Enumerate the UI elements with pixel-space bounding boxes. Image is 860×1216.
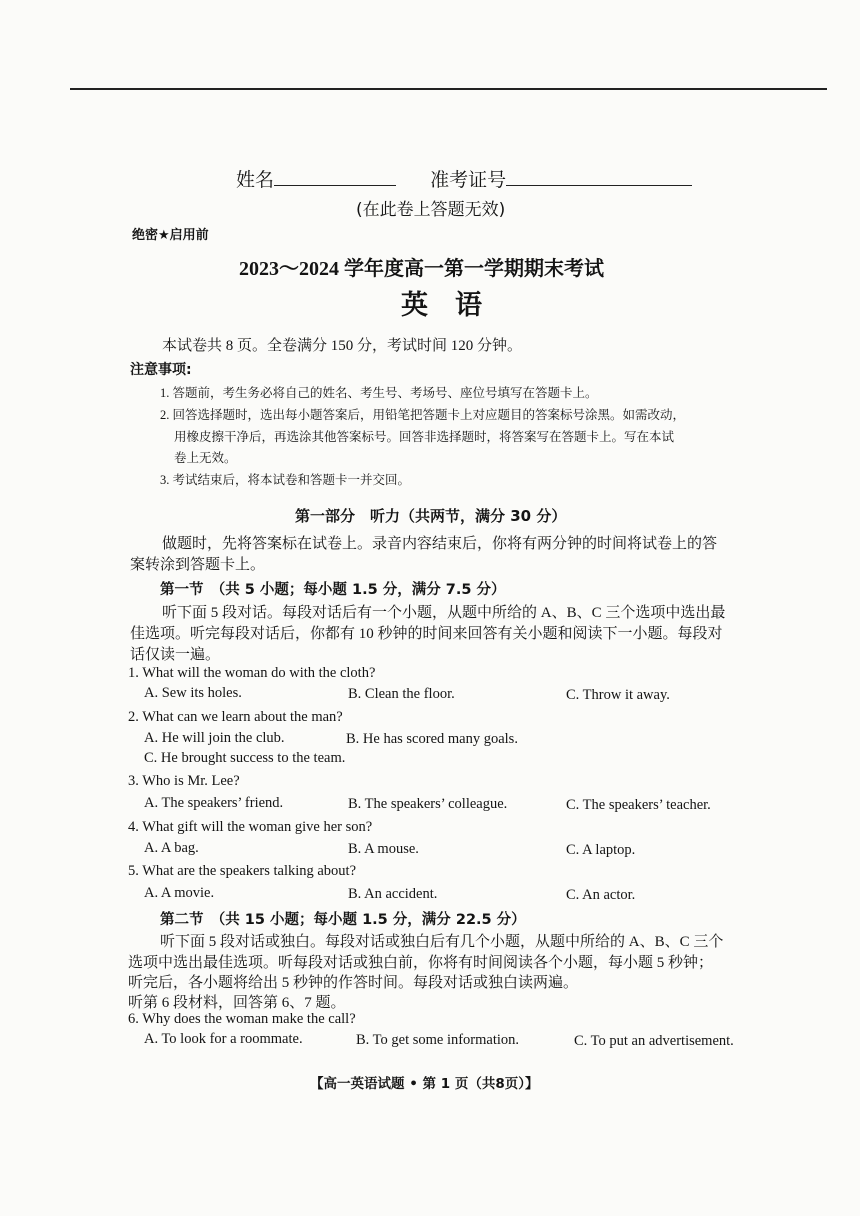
section2-line: 听完后，各小题将给出 5 秒钟的作答时间。每段对话或独白读两遍。 [128,975,579,991]
part1-intro-line: 做题时，先将答案标在试卷上。录音内容结束后，你将有两分钟的时间将试卷上的答 [162,536,718,552]
q2-option-c: C. He brought success to the team. [144,750,346,766]
section2-line: 选项中选出最佳选项。听每段对话或独白前，你将有时间阅读各个小题，每小题 5 秒钟； [128,955,714,971]
q4-option-b: B. A mouse. [348,841,419,857]
q5-option-b: B. An accident. [348,886,438,902]
question-1: 1. What will the woman do with the cloth? [128,665,376,681]
q4-option-c: C. A laptop. [566,842,636,858]
section1-line: 佳选项。听完每段对话后，你都有 10 秒钟的时间来回答有关小题和阅读下一小题。每段对 [130,626,723,642]
name-label: 姓名 [236,169,275,191]
question-5: 5. What are the speakers talking about? [128,863,357,879]
question-6: 6. Why does the woman make the call? [128,1011,356,1027]
notice-item: 1. 答题前，考生务必将自己的姓名、考生号、考场号、座位号填写在答题卡上。 [160,386,598,400]
part1-title: 第一部分 听力（共两节，满分 30 分） [295,507,567,525]
question-4: 4. What gift will the woman give her son? [128,819,373,835]
q6-option-a: A. To look for a roommate. [144,1031,303,1047]
notices-title: 注意事项: [130,362,192,378]
section2-title: 第二节 （共 15 小题；每小题 1.5 分，满分 22.5 分） [160,912,526,928]
q6-option-b: B. To get some information. [356,1032,520,1048]
notice-item: 卷上无效。 [174,451,237,465]
q6-option-c: C. To put an advertisement. [574,1033,734,1049]
q5-option-c: C. An actor. [566,887,636,903]
exam-no-blank[interactable] [506,185,692,186]
q5-option-a: A. A movie. [144,885,215,901]
notice-item: 3. 考试结束后，将本试卷和答题卡一并交回。 [160,473,411,487]
page-footer: 【高一英语试题 • 第 1 页（共8页）】 [310,1076,539,1092]
part1-intro-line: 案转涂到答题卡上。 [130,557,266,573]
subject-title: 英 语 [401,290,482,321]
name-blank[interactable] [274,185,396,186]
q1-option-a: A. Sew its holes. [144,685,242,701]
section1-line: 话仅读一遍。 [130,647,221,663]
q1-option-b: B. Clean the floor. [348,686,455,702]
q3-option-c: C. The speakers’ teacher. [566,797,711,813]
exam-no-label: 准考证号 [430,169,507,191]
secret-mark: 绝密★启用前 [132,228,209,243]
q2-option-b: B. He has scored many goals. [346,731,518,747]
section2-line: 听下面 5 段对话或独白。每段对话或独白后有几个小题，从题中所给的 A、B、C 三个 [160,934,724,950]
section1-line: 听下面 5 段对话。每段对话后有一个小题，从题中所给的 A、B、C 三个选项中选出最 [162,605,726,621]
question-3: 3. Who is Mr. Lee? [128,773,240,789]
notice-item: 用橡皮擦干净后，再选涂其他答案标号。回答非选择题时，将答案写在答题卡上。写在本试 [174,430,675,444]
q2-option-a: A. He will join the club. [144,730,285,746]
top-rule [70,88,827,90]
section1-title: 第一节 （共 5 小题；每小题 1.5 分，满分 7.5 分） [160,582,506,598]
q3-option-a: A. The speakers’ friend. [144,795,284,811]
exam-title: 2023～2024 学年度高一第一学期期末考试 [239,258,604,280]
q4-option-a: A. A bag. [144,840,199,856]
q3-option-b: B. The speakers’ colleague. [348,796,508,812]
invalid-note: (在此卷上答题无效) [356,200,506,220]
section2-line: 听第 6 段材料，回答第 6、7 题。 [128,995,346,1011]
intro-text: 本试卷共 8 页。全卷满分 150 分，考试时间 120 分钟。 [162,338,523,354]
question-2: 2. What can we learn about the man? [128,709,343,725]
q1-option-c: C. Throw it away. [566,687,670,703]
notice-item: 2. 回答选择题时，选出每小题答案后，用铅笔把答题卡上对应题目的答案标号涂黑。如需改动， [160,408,686,422]
name-field [236,165,692,192]
